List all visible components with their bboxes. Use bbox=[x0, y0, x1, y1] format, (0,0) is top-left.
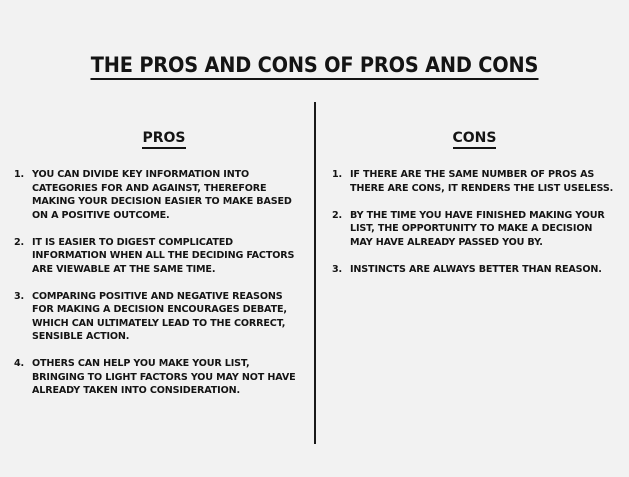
list-item-text: INSTINCTS ARE ALWAYS BETTER THAN REASON. bbox=[350, 263, 602, 275]
page-title bbox=[25, 53, 604, 77]
list-item-number: 3. bbox=[332, 263, 343, 275]
cons-list bbox=[332, 168, 617, 276]
list-item bbox=[332, 263, 617, 277]
pros-heading-text: PROS bbox=[142, 130, 185, 149]
column-divider bbox=[314, 102, 316, 444]
list-item bbox=[332, 168, 617, 195]
pros-column bbox=[14, 130, 304, 411]
list-item-text: IF THERE ARE THE SAME NUMBER OF PROS AS THERE ARE CONS, IT RENDERS THE LIST USELESS. bbox=[350, 169, 614, 194]
cons-heading-text: CONS bbox=[453, 130, 497, 149]
list-item bbox=[14, 357, 304, 398]
list-item-text: YOU CAN DIVIDE KEY INFORMATION INTO CATEGORIES FOR AND AGAINST, THEREFORE MAKING YOUR DECISION EASIER TO MAKE BASED ON A POSITIVE OUTCOME. bbox=[32, 169, 292, 221]
page-title-text: THE PROS AND CONS OF PROS AND CONS bbox=[91, 53, 538, 80]
list-item-text: COMPARING POSITIVE AND NEGATIVE REASONS FOR MAKING A DECISION ENCOURAGES DEBATE, WHICH CAN ULTIMATELY LEAD TO THE CORRECT, SENSIBLE ACTION. bbox=[32, 290, 287, 342]
list-item-number: 4. bbox=[14, 358, 25, 369]
list-item bbox=[332, 209, 617, 250]
pros-heading bbox=[24, 130, 304, 146]
list-item-text: IT IS EASIER TO DIGEST COMPLICATED INFORMATION WHEN ALL THE DECIDING FACTORS ARE VIEWABLE AT THE SAME TIME. bbox=[32, 236, 295, 275]
list-item-number: 3. bbox=[14, 290, 25, 302]
cons-column bbox=[332, 130, 617, 290]
list-item-number: 2. bbox=[14, 236, 25, 248]
list-item-number: 1. bbox=[14, 169, 25, 180]
list-item bbox=[14, 236, 304, 277]
pros-list bbox=[14, 168, 304, 398]
list-item-text: OTHERS CAN HELP YOU MAKE YOUR LIST, BRINGING TO LIGHT FACTORS YOU MAY NOT HAVE ALREADY TAKEN INTO CONSIDERATION. bbox=[32, 358, 296, 396]
cons-heading bbox=[332, 130, 617, 146]
list-item-number: 1. bbox=[332, 169, 343, 180]
list-item-number: 2. bbox=[332, 209, 343, 221]
list-item bbox=[14, 168, 304, 222]
list-item bbox=[14, 290, 304, 344]
list-item-text: BY THE TIME YOU HAVE FINISHED MAKING YOUR LIST, THE OPPORTUNITY TO MAKE A DECISION MAY HAVE ALREADY PASSED YOU BY. bbox=[350, 209, 605, 248]
